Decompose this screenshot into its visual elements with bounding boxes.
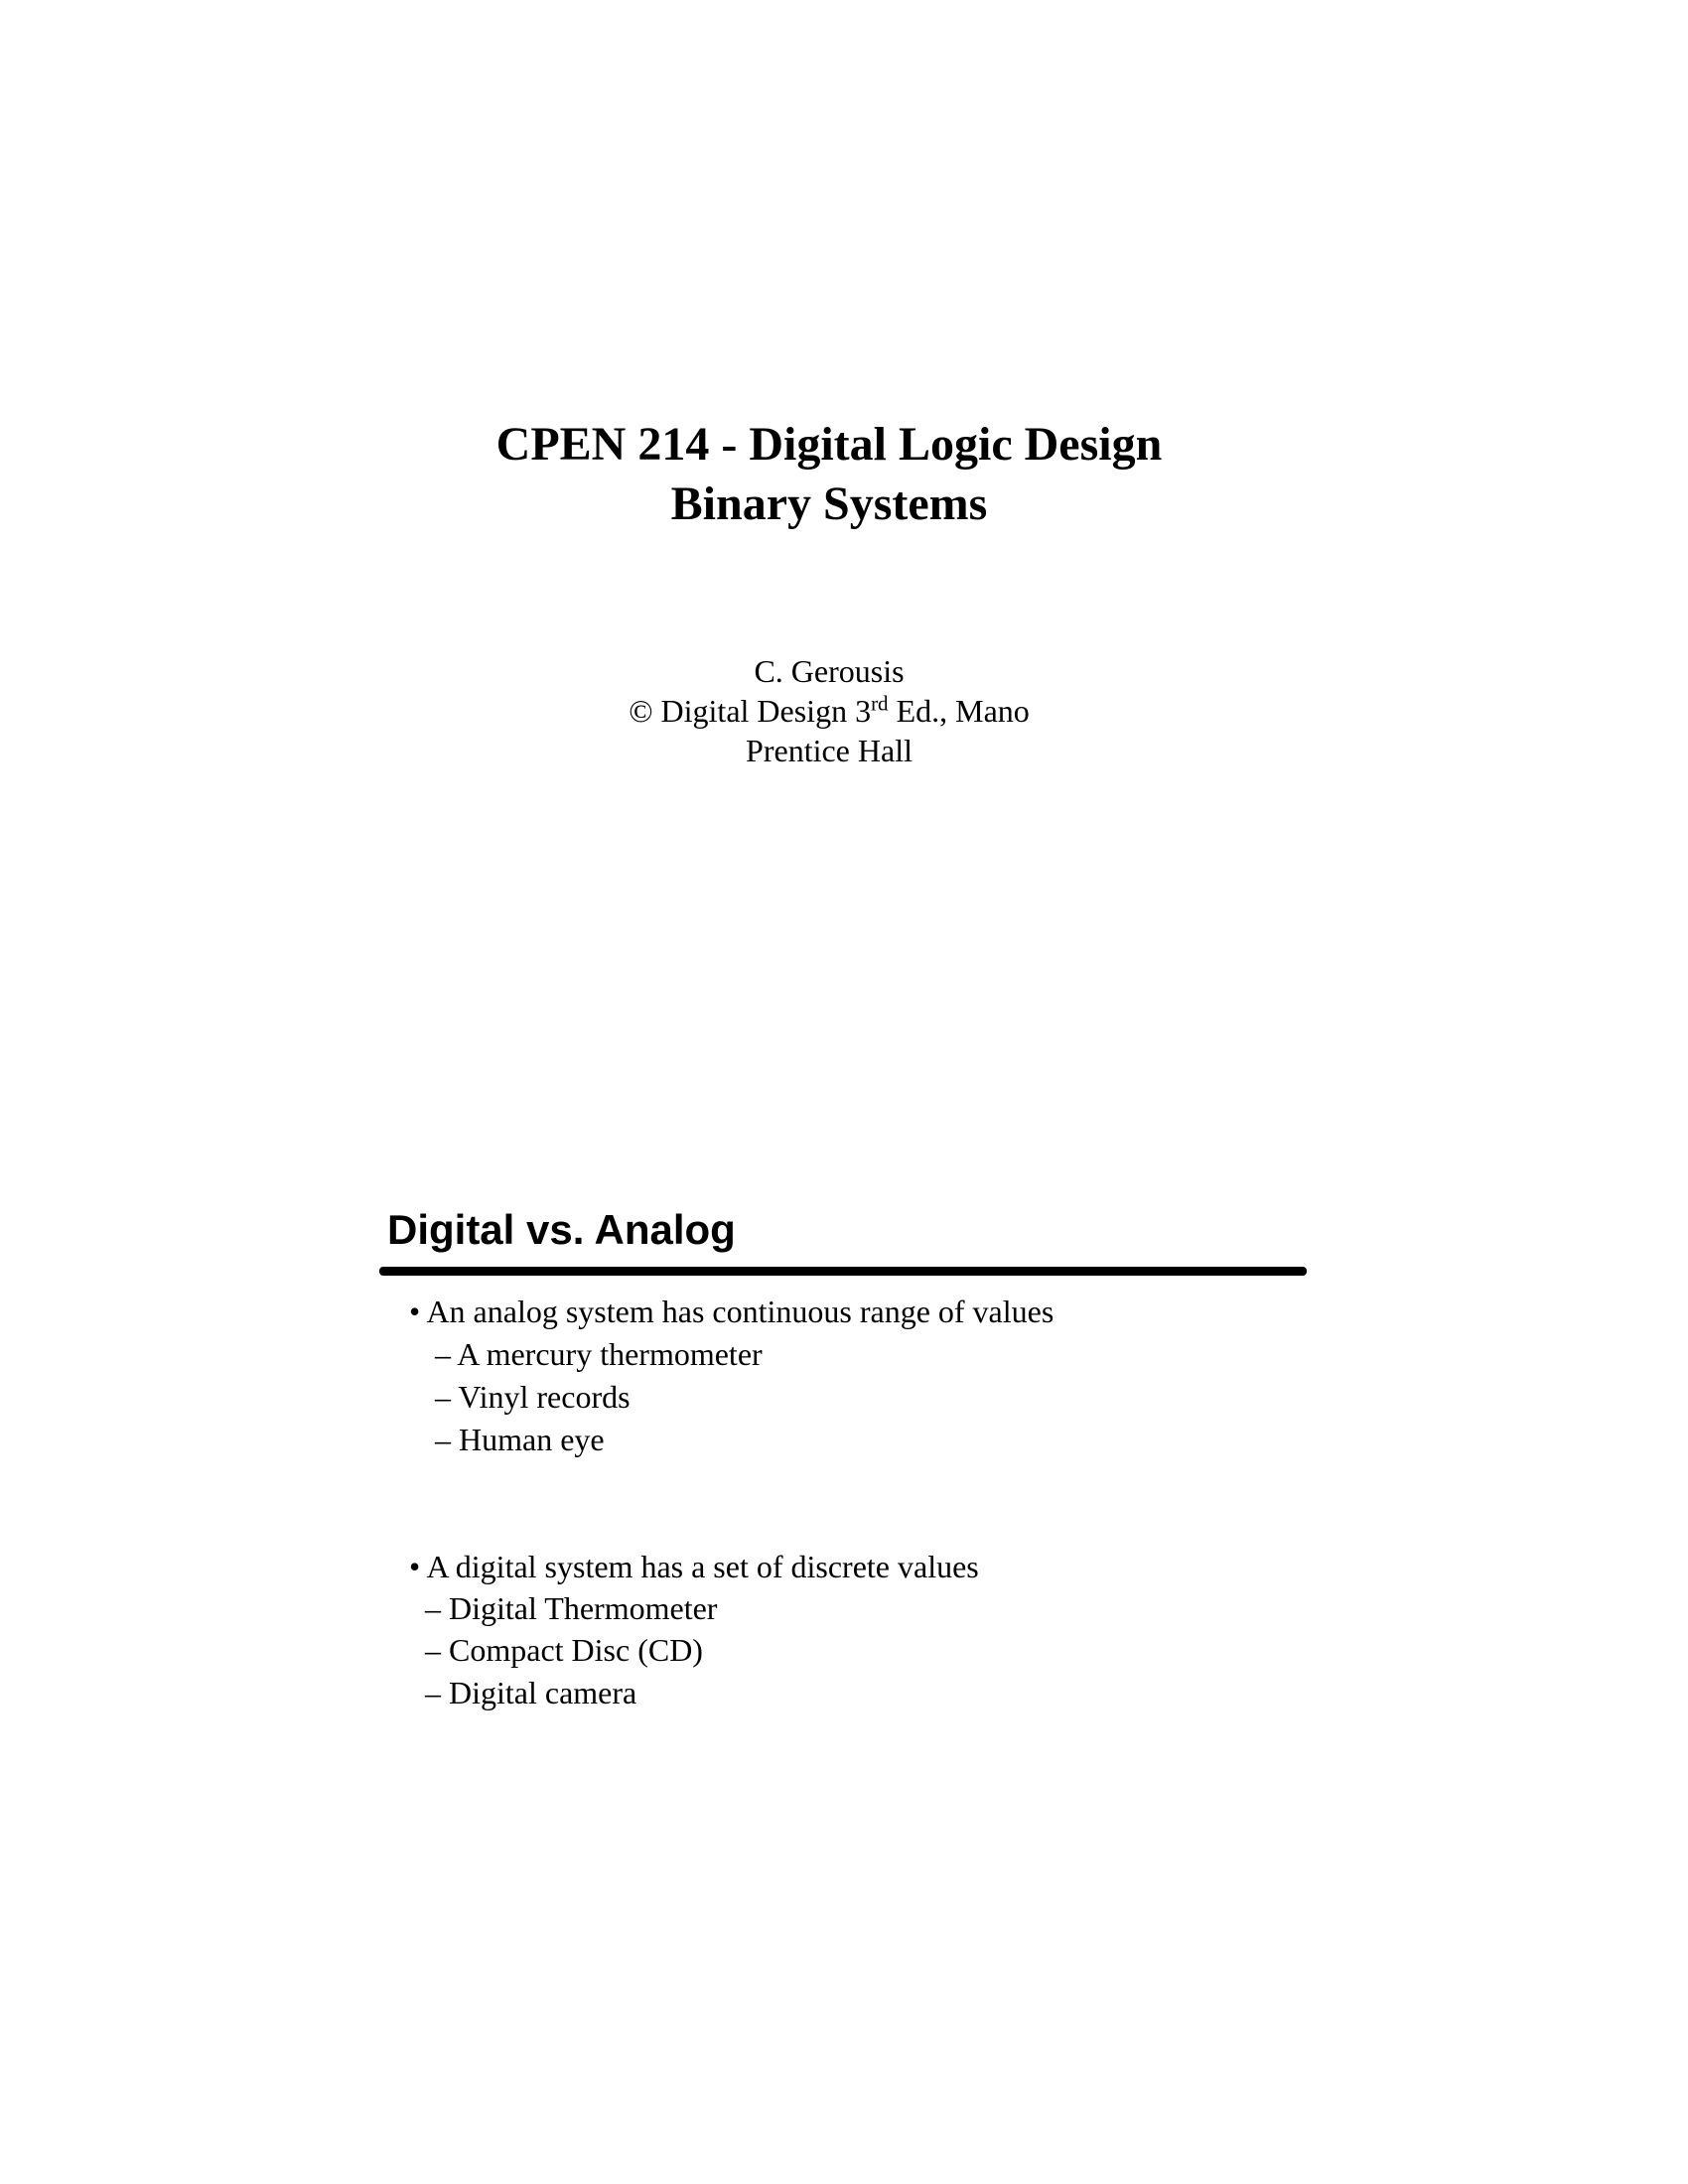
copyright-line <box>0 691 1658 731</box>
bullet-analog: • An analog system has continuous range of values <box>409 1294 1055 1329</box>
bullet-digital: • A digital system has a set of discrete values <box>409 1549 979 1584</box>
publisher-name: Prentice Hall <box>746 733 913 768</box>
sub-item: – Compact Disc (CD) <box>425 1632 703 1668</box>
sub-item: – Digital camera <box>425 1675 637 1710</box>
slide-title <box>0 415 1658 534</box>
sub-item: – Vinyl records <box>435 1379 631 1415</box>
title-topic: Binary Systems <box>670 478 988 530</box>
bullet-list <box>0 1291 1688 1747</box>
slide-credits <box>0 651 1658 770</box>
author-name: C. Gerousis <box>754 653 905 689</box>
title-course: CPEN 214 - Digital Logic Design <box>495 418 1163 471</box>
copyright-suffix: Ed., Mano <box>888 693 1030 729</box>
sub-item: – Digital Thermometer <box>425 1590 718 1626</box>
edition-ordinal: rd <box>871 691 889 716</box>
sub-item: – A mercury thermometer <box>435 1336 763 1372</box>
heading-underline <box>379 1267 1307 1276</box>
sub-item: – Human eye <box>435 1422 605 1457</box>
copyright-prefix: © Digital Design 3 <box>629 693 872 729</box>
section-heading: Digital vs. Analog <box>387 1206 736 1253</box>
